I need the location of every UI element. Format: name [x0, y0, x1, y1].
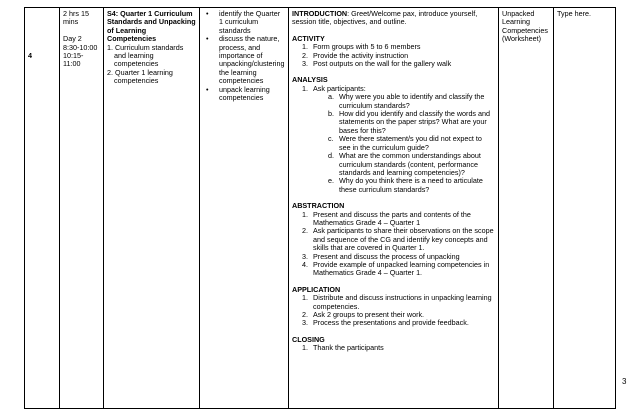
analysis-question: d. What are the common understandings about curriculum standards (content, performance standards and learning competencies)?: [328, 151, 481, 177]
application-item: 2. Ask 2 groups to present their work.: [302, 310, 425, 319]
notes-text[interactable]: Type here.: [557, 9, 591, 18]
materials-line: (Worksheet): [502, 34, 542, 44]
abstraction-item: 3. Present and discuss the process of unpacking: [302, 251, 460, 261]
time-line: 8:30-10:00: [63, 42, 98, 52]
analysis-heading: ANALYSIS: [292, 75, 328, 85]
objective-item: • discuss the nature, process, and importance of unpacking/clustering the learning competencies: [203, 35, 285, 85]
analysis-item: 1. Ask participants: a. Why were you able to identify and classify the curriculum standards? b. How did you identify and classify the words and statements on the paper strips? What are your bases for this? c. Were there statement/s you did not expect to see in the curriculum guide? d. What are the common understandings about curriculum standards (content, performance standards and learning competencies)? e. Why do you think there is a need to articulate these curriculum standards?: [302, 85, 495, 194]
time-line: 10:15-11:00: [63, 51, 84, 69]
session-table: [24, 7, 616, 409]
application-item: 3. Process the presentations and provide feedback.: [302, 318, 469, 328]
topic-item: 1. Curriculum standards and learning competencies: [107, 42, 184, 69]
objectives-list: [203, 10, 285, 102]
activity-item: 1. Form groups with 5 to 6 members: [302, 42, 421, 52]
analysis-list: [302, 85, 495, 194]
introduction-text: : Greet/Welcome pax, introduce yourself, session title, objectives, and outline.: [292, 9, 478, 27]
materials-lines: [502, 10, 550, 44]
abstraction-item: 4. Provide example of unpacked learning competencies in Mathematics Grade 4 – Quarter 1.: [302, 259, 490, 278]
analysis-question: a. Why were you able to identify and classify the curriculum standards?: [328, 92, 485, 110]
closing-item: 1. Thank the participants: [302, 343, 384, 353]
objective-item: • identify the Quarter 1 curriculum standards: [203, 10, 285, 35]
activity-list: [302, 43, 495, 68]
materials-line: Competencies: [502, 25, 548, 35]
closing-list: [302, 344, 495, 352]
analysis-question: c. Were there statement/s you did not expect to see in the curriculum guide?: [328, 134, 482, 152]
objectives-cell: [200, 8, 289, 409]
session-row: [25, 8, 616, 409]
activity-item: 3. Post outputs on the wall for the gallery walk: [302, 59, 452, 69]
materials-line: Learning: [502, 17, 530, 27]
topic-title: S4: Quarter 1 Curriculum Standards and Unpacking of Learning Competencies: [107, 9, 196, 44]
introduction-label: INTRODUCTION: [292, 9, 348, 18]
analysis-lead: Ask participants:: [313, 83, 366, 93]
closing-heading: CLOSING: [292, 334, 325, 344]
materials-cell: [499, 8, 554, 409]
abstraction-item: 1. Present and discuss the parts and contents of the Mathematics Grade 4 – Quarter 1: [302, 209, 471, 227]
topic-cell: [104, 8, 200, 409]
analysis-question: e. Why do you think there is a need to articulate these curriculum standards?: [328, 176, 483, 194]
introduction: [292, 10, 495, 27]
application-heading: APPLICATION: [292, 284, 341, 294]
notes-cell[interactable]: [554, 8, 616, 409]
abstraction-heading: ABSTRACTION: [292, 201, 345, 211]
session-number: 4: [25, 8, 60, 409]
application-list: [302, 294, 495, 328]
materials-line: Unpacked: [502, 9, 535, 18]
time-line: Day 2: [63, 34, 82, 44]
time-line: 2 hrs 15: [63, 9, 89, 18]
time-cell: [60, 8, 104, 409]
activity-heading: ACTIVITY: [292, 33, 325, 43]
activity-item: 2. Provide the activity instruction: [302, 50, 409, 60]
abstraction-list: [302, 211, 495, 278]
topic-item: 2. Quarter 1 learning competencies: [107, 67, 173, 86]
page-number: 3: [622, 377, 627, 386]
analysis-question: b. How did you identify and classify the words and statements on the paper strips? What are your bases for this?: [328, 109, 491, 135]
time-lines: [63, 10, 100, 69]
activities-cell: [289, 8, 499, 409]
topic-list: [107, 44, 196, 86]
analysis-questions: [328, 93, 495, 194]
application-item: 1. Distribute and discuss instructions in unpacking learning competencies.: [302, 293, 492, 311]
time-line: mins: [63, 17, 79, 27]
objective-item: • unpack learning competencies: [203, 86, 285, 103]
abstraction-item: 2. Ask participants to share their observations on the scope and sequence of the CG and identify key concepts and skills that are covered in Quarter 1.: [302, 226, 494, 253]
